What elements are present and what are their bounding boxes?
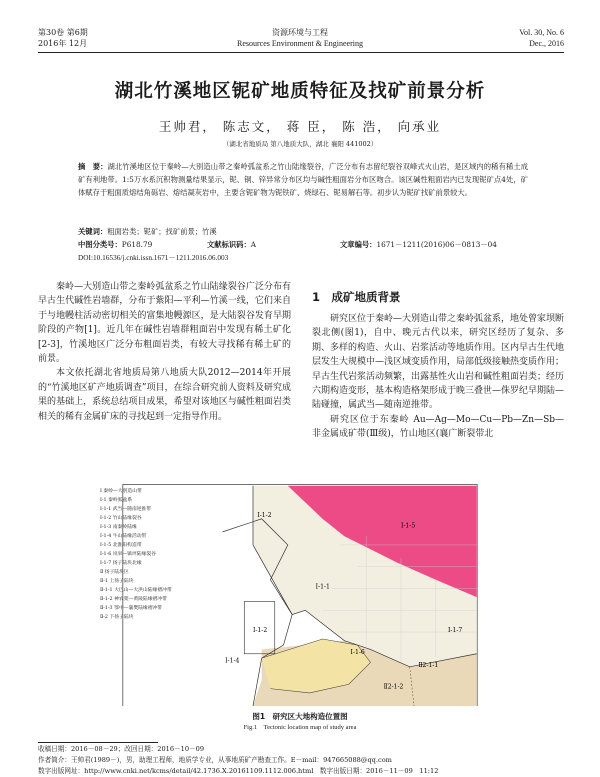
doc-code-value: A: [250, 240, 257, 249]
legend-item: Ⅱ-1-2 神农架—黄陵陆缘褶冲带: [100, 597, 167, 602]
legend-item: Ⅱ-1-3 鄂中—襄樊陆缘褶冲带: [100, 606, 163, 611]
map-label: Ⅱ2-1-1: [418, 661, 439, 669]
map-label: Ⅰ-1-6: [350, 648, 365, 656]
date-en: Dec., 2016: [529, 39, 564, 48]
section-1-paragraph-1: 研究区位于秦岭—大别造山带之秦岭弧盆系，地处曾家坝断裂北侧(图1)，自中、晚元古代以来，研究区经历了复杂、多期、多样的构造、火山、岩浆活动等地质作用。区内早古生代地层发生大规模中—浅区域变质作用，局部低级接触热变质作用；早古生代岩浆活动频繁，出露基性火山岩和碱性粗面岩类；经历六期构造变形，基本构造格架形成于晚三叠世—侏罗纪早期陆—陆碰撞，属武当—随南逆推带。: [312, 314, 565, 411]
legend-item: Ⅰ-1-3 南秦岭陆缘: [100, 525, 137, 530]
map-label: Ⅰ-1-4: [225, 657, 240, 665]
legend-item: Ⅱ-1 上扬子陆块: [100, 579, 134, 584]
section-1-heading: 1 成矿地质背景: [312, 290, 401, 304]
author-intro: 作者简介：王帅君(1989－)，男，助理工程师，地质学专业，从事地质矿产勘查工作。E－mail：947665088@qq.com: [38, 756, 392, 764]
legend-item: Ⅰ-1-5 北淮阳构造带: [100, 543, 142, 548]
keywords-text: 粗面岩类；铌矿；找矿前景；竹溪: [107, 227, 217, 236]
map-legend: [100, 487, 212, 622]
section-1-paragraph-2: 研究区位于东秦岭 Au—Ag—Mo—Cu—Pb—Zn—Sb—非金属成矿带(Ⅲ级)，竹山地区(襄广断裂带北: [312, 414, 564, 440]
doi: DOI:10.16536/j.cnki.issn.1671－1211.2016.06.003: [78, 253, 229, 262]
intro-paragraph-1: 秦岭—大别造山带之秦岭弧盆系之竹山陆缘裂谷广泛分布有早古生代碱性岩墙群，分布于紫阳—平利—竹溪一线，它们来自于与地幔柱活动密切相关的富集地幔源区，是大陆裂谷发育早期阶段的产物[1]。近几年在碱性岩墙群粗面岩中发现有稀土矿化[2-3]，竹溪地区广泛分布粗面岩类，有较大寻找稀有稀土矿的前景。: [38, 282, 291, 365]
map-label: Ⅰ-1-7: [448, 627, 463, 634]
legend-item: Ⅰ 秦岭—大别造山带: [100, 489, 142, 494]
map-label: Ⅰ-1-5: [400, 522, 416, 530]
page-title: 湖北竹溪地区铌矿地质特征及找矿前景分析: [114, 81, 486, 102]
legend-item: Ⅰ-1-1 武当—随南逆推带: [100, 507, 152, 512]
article-no-value: 1671－1211(2016)06－0813－04: [376, 240, 497, 249]
online-publication: 数字出版网址：http://www.cnki.net/kcms/detail/42.1736.X.20161109.1112.006.html 数字出版日期：2016－11－09 11:12: [38, 767, 439, 775]
article-number: [340, 238, 497, 251]
figure-caption-cn: 图1 研究区大地构造位置图: [252, 712, 348, 721]
abstract: [78, 160, 528, 199]
date-cn: 2016年 12月: [38, 39, 88, 48]
body-left-column: [38, 280, 291, 424]
keywords: [78, 225, 217, 238]
keywords-label: 关键词：: [78, 227, 108, 236]
journal-cn: 资源环境与工程: [272, 28, 328, 37]
abstract-text: 湖北竹溪地区位于秦岭—大别造山带之秦岭弧盆系之竹山陆缘裂谷，广泛分布有志留纪裂谷双峰式火山岩，是区域内的稀有稀土成矿有利地带。1:5万水系沉积物测量结果显示，铌、铜、锌异常分布区均与碱性粗面岩分布区吻合。该区碱性粗面岩内已发现铌矿点4处，矿体赋存于粗面质熔结角砾岩、熔结凝灰岩中，主要含铌矿物为铌铁矿、烧绿石、铌易解石等。初步认为铌矿找矿前景较大。: [78, 162, 528, 197]
authors: 王帅君， 陈志文， 蒋 臣， 陈 浩， 向承业: [158, 119, 442, 134]
affiliation: （湖北省地质局 第八地质大队，湖北 襄阳 441002）: [222, 140, 378, 148]
legend-item: Ⅰ-1-7 扬子陆块北缘: [100, 561, 142, 566]
map-label: Ⅱ2-1-2: [383, 683, 404, 691]
legend-item: Ⅰ-1-6 岚皋—镇坪陆缘裂谷: [100, 552, 156, 557]
legend-item: Ⅱ-2 下扬子陆块: [100, 615, 134, 620]
intro-paragraph-2: 本文依托湖北省地质局第八地质大队2012—2014年开展的“竹溪地区矿产地质调查”项目，在综合研究前人资料及研究成果的基础上，系统总结项目成果，希望对该地区与碱性粗面岩类相关的稀有金属矿床的寻找起到一定指导作用。: [38, 368, 291, 422]
legend-item: Ⅰ-1-2 竹山陆缘裂谷: [100, 516, 142, 521]
clc-label: 中图分类号：: [78, 240, 122, 249]
article-no-label: 文章编号：: [340, 240, 377, 249]
body-right-column: [312, 312, 564, 442]
doc-code-label: 文献标识码：: [207, 240, 251, 249]
map-label: Ⅰ-1-1: [315, 583, 330, 591]
figure-caption-en: Fig.1 Tectonic location map of study area: [243, 724, 357, 731]
legend-item: Ⅱ-1-1 大巴山—大洪山陆缘褶冲带: [100, 588, 172, 593]
clc-value: P618.79: [121, 240, 153, 249]
doc-code: [207, 238, 256, 251]
clc: [78, 238, 152, 251]
map-label: Ⅰ-1-2: [257, 512, 272, 520]
journal-en: Resources Environment & Engineering: [237, 39, 363, 48]
volume-en: Vol. 30, No. 6: [519, 28, 564, 37]
received-date: 收稿日期：2016－08－29；改回日期：2016－10－09: [38, 745, 205, 753]
abstract-label: 摘 要：: [78, 162, 108, 171]
volume-cn: 第30卷 第6期: [38, 28, 88, 37]
header-rule: [38, 52, 564, 53]
legend-item: Ⅰ-1-4 牛山陆缘活动带: [100, 534, 147, 539]
legend-item: Ⅰ-1 秦岭弧盆系: [100, 498, 133, 503]
legend-item: Ⅱ 扬子陆块区: [100, 570, 129, 575]
map-label: Ⅰ-1-2: [252, 627, 268, 634]
footnote-rule: [38, 742, 158, 743]
